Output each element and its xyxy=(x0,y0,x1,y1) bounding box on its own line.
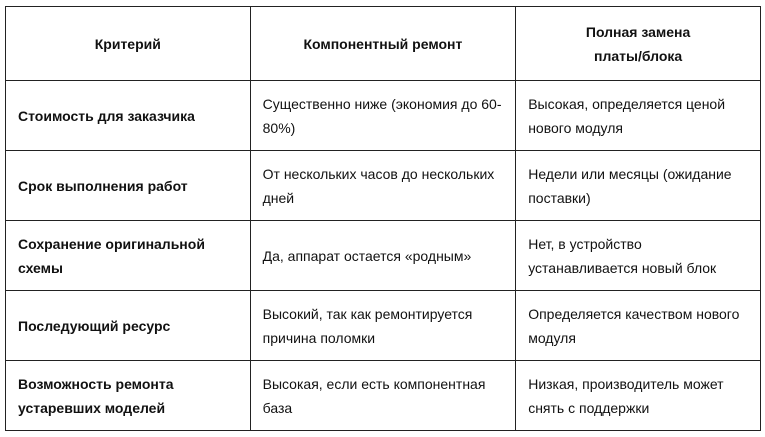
header-component-repair: Компонентный ремонт xyxy=(250,7,516,81)
header-criterion: Критерий xyxy=(6,7,251,81)
replacement-cell: Низкая, производитель может снять с поддержки xyxy=(516,361,761,431)
header-row xyxy=(6,7,761,81)
criterion-cell: Стоимость для заказчика xyxy=(6,81,251,151)
table-row xyxy=(6,291,761,361)
replacement-cell: Нет, в устройство устанавливается новый блок xyxy=(516,221,761,291)
header-full-replacement: Полная замена платы/блока xyxy=(516,7,761,81)
replacement-cell: Определяется качеством нового модуля xyxy=(516,291,761,361)
component-cell: От нескольких часов до нескольких дней xyxy=(250,151,516,221)
criterion-cell: Срок выполнения работ xyxy=(6,151,251,221)
component-cell: Высокая, если есть компонентная база xyxy=(250,361,516,431)
table-row xyxy=(6,81,761,151)
replacement-cell: Высокая, определяется ценой нового модуля xyxy=(516,81,761,151)
table-row xyxy=(6,221,761,291)
component-cell: Высокий, так как ремонтируется причина поломки xyxy=(250,291,516,361)
component-cell: Да, аппарат остается «родным» xyxy=(250,221,516,291)
table-row xyxy=(6,151,761,221)
criterion-cell: Сохранение оригинальной схемы xyxy=(6,221,251,291)
comparison-table xyxy=(5,6,761,431)
table-row xyxy=(6,361,761,431)
replacement-cell: Недели или месяцы (ожидание поставки) xyxy=(516,151,761,221)
criterion-cell: Возможность ремонта устаревших моделей xyxy=(6,361,251,431)
criterion-cell: Последующий ресурс xyxy=(6,291,251,361)
component-cell: Существенно ниже (экономия до 60-80%) xyxy=(250,81,516,151)
